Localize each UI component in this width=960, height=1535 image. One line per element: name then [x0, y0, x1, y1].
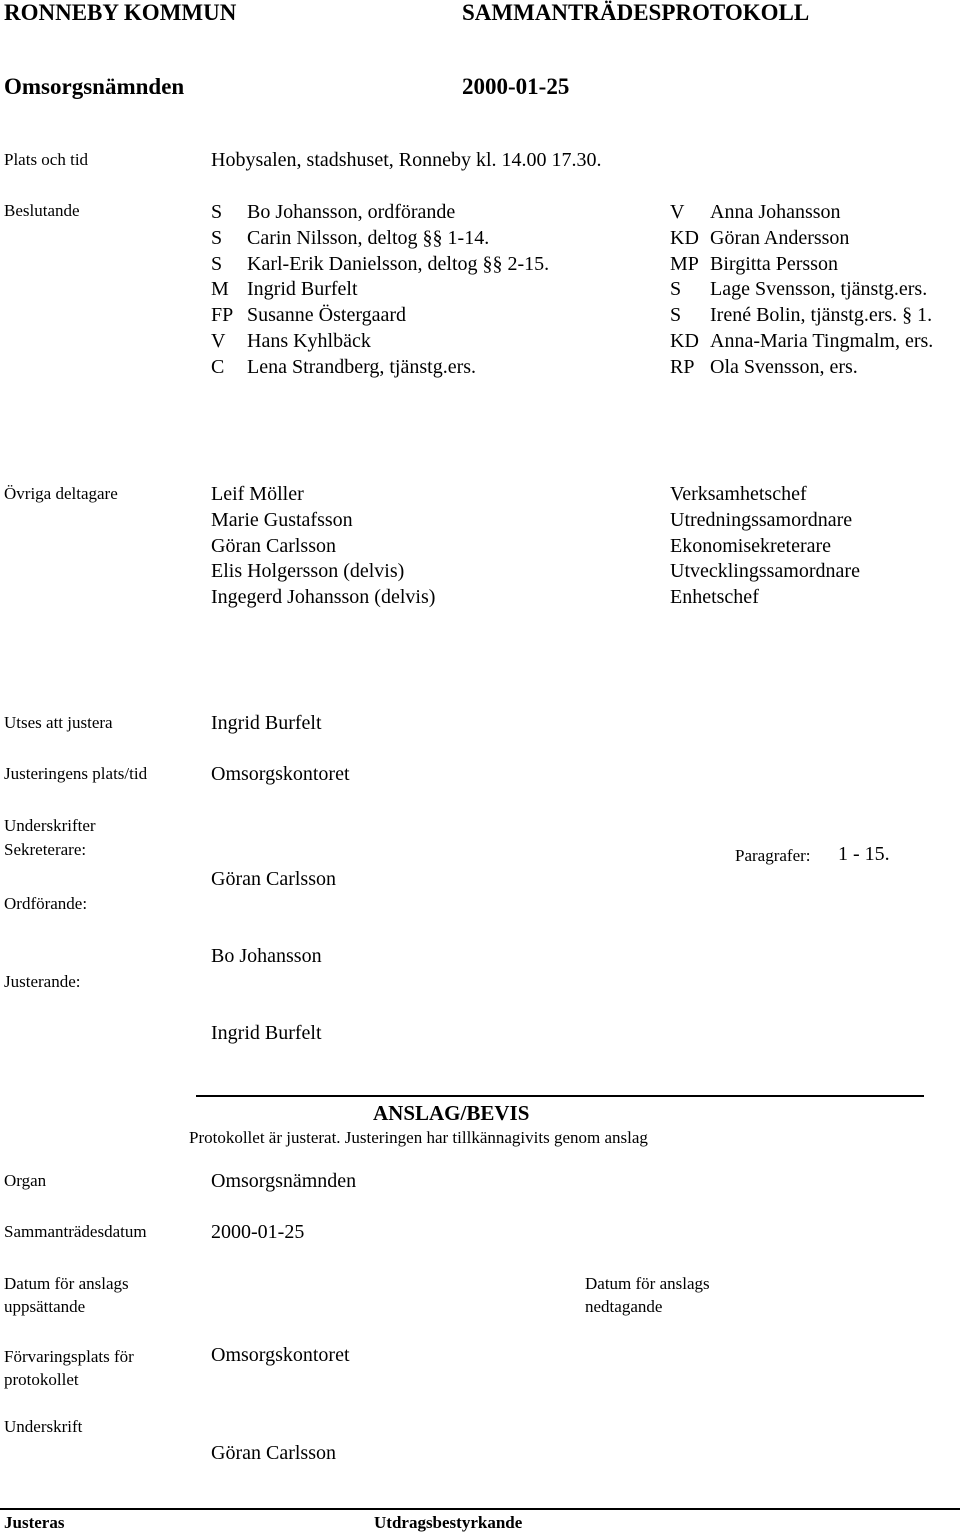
- member-row: V Hans Kyhlbäck: [211, 329, 371, 352]
- footer-divider: [0, 1508, 960, 1510]
- decision-makers-right: [670, 200, 933, 381]
- member-row: FP Susanne Östergaard: [211, 304, 407, 327]
- member-row: S Lage Svensson, tjänstg.ers.: [670, 278, 928, 301]
- removed-date-label: Datum för anslags nedtagande: [585, 1274, 710, 1316]
- participant-name: Ingegerd Johansson (delvis): [211, 586, 436, 609]
- meeting-date-value: 2000-01-25: [211, 1221, 305, 1243]
- participant-name: Göran Carlsson: [211, 534, 336, 557]
- adjust-place-value: Omsorgskontoret: [211, 763, 350, 785]
- member-row: MP Birgitta Persson: [670, 252, 838, 275]
- place-time-label: Plats och tid: [4, 150, 89, 169]
- signature-value: Göran Carlsson: [211, 1442, 336, 1464]
- footer-justeras: Justeras: [4, 1513, 65, 1532]
- secretary-label: Sekreterare:: [4, 840, 87, 859]
- participant-name: Elis Holgersson (delvis): [211, 560, 405, 583]
- paragraphs-value: 1 - 15.: [838, 843, 890, 865]
- member-row: RP Ola Svensson, ers.: [670, 355, 858, 378]
- notice-title: ANSLAG/BEVIS: [373, 1101, 530, 1125]
- participant-role: Utvecklingssamordnare: [670, 560, 860, 583]
- member-row: S Bo Johansson, ordförande: [211, 201, 456, 223]
- others-roles: [670, 482, 860, 611]
- paragraphs-label: Paragrafer:: [735, 846, 811, 865]
- participant-name: Marie Gustafsson: [211, 508, 353, 531]
- notice-subtitle: Protokollet är justerat. Justeringen har tillkännagivits genom anslag: [189, 1128, 648, 1147]
- board-name: Omsorgsnämnden: [4, 74, 185, 99]
- organ-label: Organ: [4, 1171, 47, 1190]
- meeting-date: 2000-01-25: [462, 74, 570, 99]
- adjust-label: Utses att justera: [4, 713, 113, 732]
- decision-makers-label: Beslutande: [4, 201, 80, 220]
- member-row: KD Göran Andersson: [670, 226, 850, 249]
- member-row: V Anna Johansson: [670, 201, 841, 223]
- notice-divider: [196, 1095, 924, 1097]
- others-label: Övriga deltagare: [4, 484, 118, 503]
- chair-label: Ordförande:: [4, 894, 88, 913]
- adjust-value: Ingrid Burfelt: [211, 712, 322, 734]
- participant-role: Enhetschef: [670, 586, 759, 609]
- document-type: SAMMANTRÄDESPROTOKOLL: [462, 0, 810, 25]
- chair-name: Bo Johansson: [211, 945, 322, 967]
- participant-role: Utredningssamordnare: [670, 508, 853, 531]
- posted-date-label: Datum för anslags uppsättande: [4, 1274, 129, 1316]
- member-row: M Ingrid Burfelt: [211, 278, 358, 301]
- organ-value: Omsorgsnämnden: [211, 1170, 357, 1192]
- storage-label: Förvaringsplats för protokollet: [4, 1347, 134, 1389]
- place-time-value: Hobysalen, stadshuset, Ronneby kl. 14.00 17.30.: [211, 149, 602, 171]
- participant-role: Verksamhetschef: [670, 483, 807, 505]
- member-row: C Lena Strandberg, tjänstg.ers.: [211, 355, 477, 378]
- member-row: KD Anna-Maria Tingmalm, ers.: [670, 329, 934, 352]
- secretary-name: Göran Carlsson: [211, 868, 336, 890]
- storage-value: Omsorgskontoret: [211, 1344, 350, 1366]
- adjuster-label: Justerande:: [4, 972, 81, 991]
- meeting-date-label: Sammanträdesdatum: [4, 1222, 147, 1241]
- footer-utdragsbestyrkande: Utdragsbestyrkande: [374, 1513, 523, 1532]
- participant-name: Leif Möller: [211, 483, 304, 505]
- others-names: [211, 482, 435, 611]
- adjuster-name: Ingrid Burfelt: [211, 1022, 322, 1044]
- adjust-place-label: Justeringens plats/tid: [4, 764, 148, 783]
- signatures-label: Underskrifter: [4, 816, 96, 835]
- member-row: S Carin Nilsson, deltog §§ 1-14.: [211, 226, 490, 249]
- member-row: S Irené Bolin, tjänstg.ers. § 1.: [670, 304, 933, 327]
- participant-role: Ekonomisekreterare: [670, 534, 832, 557]
- decision-makers-left: [211, 200, 549, 381]
- signature-label: Underskrift: [4, 1417, 83, 1436]
- member-row: S Karl-Erik Danielsson, deltog §§ 2-15.: [211, 252, 550, 275]
- municipality-title: RONNEBY KOMMUN: [4, 0, 237, 25]
